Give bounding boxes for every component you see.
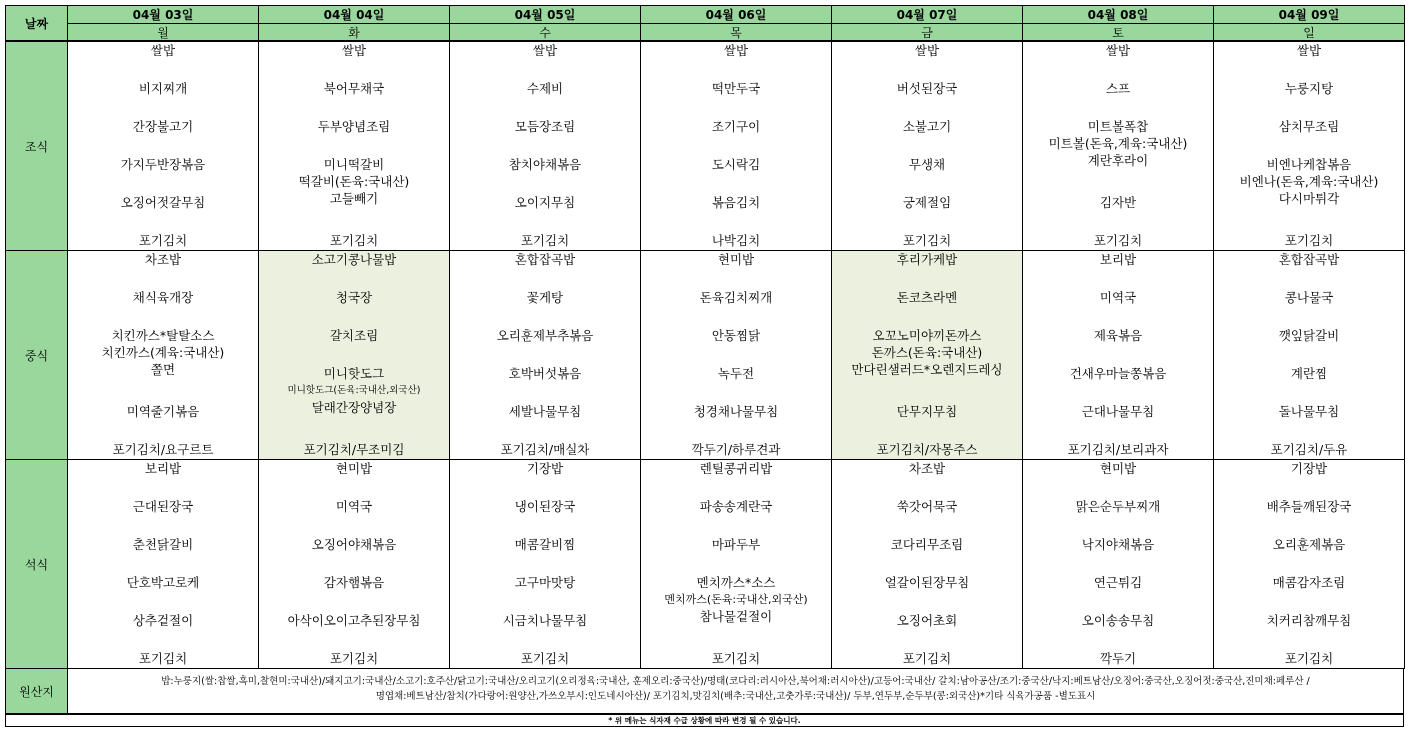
menu-item: 오꼬노미야끼돈까스 [872, 328, 982, 343]
menu-item: 깍두기/하루견과 [691, 442, 781, 457]
rice-item: 혼합잡곡밥 [1278, 252, 1340, 267]
menu-item: 가지두반장볶음 [120, 157, 206, 172]
menu-cell [1213, 41, 1405, 251]
menu-cell [640, 41, 832, 251]
day-weekday-header: 토 [1022, 23, 1214, 41]
menu-cell [67, 459, 259, 669]
menu-item: 미역국 [335, 499, 373, 514]
menu-cell [1213, 459, 1405, 669]
meal-label: 조식 [5, 41, 68, 251]
menu-item: 수제비 [526, 81, 564, 96]
rice-item: 보리밥 [1099, 252, 1137, 267]
menu-cell [1022, 459, 1214, 669]
menu-item: 오리훈제부추볶음 [496, 328, 594, 343]
menu-item: 오이지무침 [514, 195, 576, 210]
rice-item: 현미밥 [1099, 461, 1137, 476]
menu-item: 미니핫도그 [323, 366, 385, 381]
menu-item: 도시락김 [711, 157, 761, 172]
origin-info [67, 668, 1404, 714]
menu-item: 미트볼폭찹 [1087, 119, 1149, 134]
meal-label: 중식 [5, 250, 68, 460]
rice-item: 쌀밥 [532, 43, 558, 58]
rice-item: 현미밥 [717, 252, 755, 267]
menu-item: 얼갈이된장무침 [884, 575, 970, 590]
menu-item: 청국장 [335, 290, 373, 305]
menu-cell [67, 250, 259, 460]
menu-cell [449, 459, 641, 669]
day-date-header: 04월 09일 [1213, 5, 1405, 24]
menu-item: 감자햄볶음 [323, 575, 385, 590]
rice-item: 기장밥 [1290, 461, 1328, 476]
menu-item: 북어무채국 [323, 81, 385, 96]
menu-item: 시금치나물무침 [502, 613, 588, 628]
day-weekday-header: 금 [831, 23, 1023, 41]
menu-item: 멘치까스*소스 [696, 575, 776, 590]
menu-item: 포기김치 [138, 233, 188, 248]
rice-item: 보리밥 [144, 461, 182, 476]
menu-item: 포기김치/무조미김 [303, 442, 405, 457]
rice-item: 차조밥 [908, 461, 946, 476]
day-weekday-header: 수 [449, 23, 641, 41]
menu-cell [258, 459, 450, 669]
menu-item: 배추들깨된장국 [1266, 499, 1352, 514]
day-date-header: 04월 05일 [449, 5, 641, 24]
menu-item: 떡만두국 [711, 81, 761, 96]
menu-item: 포기김치 [329, 233, 379, 248]
menu-item: 오징어야채볶음 [311, 537, 397, 552]
menu-item: 녹두전 [717, 366, 755, 381]
menu-item: 상추겉절이 [132, 613, 194, 628]
day-date-header: 04월 07일 [831, 5, 1023, 24]
menu-item: 오징어젓갈무침 [120, 195, 206, 210]
menu-item: 미역줄기볶음 [126, 404, 200, 419]
menu-item: 마파두부 [711, 537, 761, 552]
menu-item: 미트볼(돈육,계육:국내산) [1048, 136, 1188, 151]
menu-item: 고구마맛탕 [514, 575, 576, 590]
menu-item: 콩나물국 [1284, 290, 1334, 305]
menu-cell [258, 250, 450, 460]
rice-item: 쌀밥 [341, 43, 367, 58]
menu-cell [449, 41, 641, 251]
menu-item: 깻잎닭갈비 [1278, 328, 1340, 343]
day-weekday-header: 일 [1213, 23, 1405, 41]
rice-item: 렌틸콩귀리밥 [699, 461, 773, 476]
menu-item: 매콤갈비찜 [514, 537, 576, 552]
rice-item: 기장밥 [526, 461, 564, 476]
menu-item: 미역국 [1099, 290, 1137, 305]
menu-cell [449, 250, 641, 460]
menu-item: 포기김치 [1284, 651, 1334, 666]
day-weekday-header: 목 [640, 23, 832, 41]
menu-item: 치킨까스(계육:국내산) [101, 345, 225, 360]
menu-cell [1022, 41, 1214, 251]
day-date-header: 04월 08일 [1022, 5, 1214, 24]
menu-item: 비지찌개 [138, 81, 188, 96]
rice-item: 쌀밥 [1296, 43, 1322, 58]
menu-item: 근대된장국 [132, 499, 194, 514]
menu-item: 포기김치/자몽주스 [876, 442, 978, 457]
menu-item: 포기김치 [1284, 233, 1334, 248]
day-date-header: 04월 04일 [258, 5, 450, 24]
day-weekday-header: 화 [258, 23, 450, 41]
menu-item: 포기김치 [329, 651, 379, 666]
menu-item: 계란후라이 [1087, 153, 1149, 168]
menu-item: 아삭이오이고추된장무침 [287, 613, 421, 628]
menu-item: 채식육개장 [132, 290, 194, 305]
menu-item: 냉이된장국 [514, 499, 576, 514]
rice-item: 혼합잡곡밥 [514, 252, 576, 267]
menu-item: 세발나물무침 [508, 404, 582, 419]
menu-item: 낙지야채볶음 [1081, 537, 1155, 552]
menu-item: 만다린샐러드*오렌지드레싱 [851, 362, 1003, 377]
date-header-label: 날짜 [5, 5, 68, 41]
menu-item: 포기김치/두유 [1270, 442, 1348, 457]
menu-item: 코다리무조림 [890, 537, 964, 552]
menu-item: 참치야채볶음 [508, 157, 582, 172]
menu-item: 오징어초회 [896, 613, 958, 628]
menu-item: 비엔나(돈육,계육:국내산) [1239, 174, 1379, 189]
menu-item: 버섯된장국 [896, 81, 958, 96]
menu-cell [640, 250, 832, 460]
menu-item: 오리훈제볶음 [1272, 537, 1346, 552]
menu-item: 누룽지탕 [1284, 81, 1334, 96]
menu-item: 맑은순두부찌개 [1075, 499, 1161, 514]
menu-item: 건새우마늘쫑볶음 [1069, 366, 1167, 381]
day-date-header: 04월 06일 [640, 5, 832, 24]
menu-item: 고들빼기 [329, 191, 379, 206]
menu-item: 나박김치 [711, 233, 761, 248]
menu-item: 삼치무조림 [1278, 119, 1340, 134]
menu-item: 돌나물무침 [1278, 404, 1340, 419]
rice-item: 쌀밥 [150, 43, 176, 58]
rice-item: 쌀밥 [723, 43, 749, 58]
origin-label: 원산지 [5, 668, 68, 714]
menu-item: 달래간장양념장 [311, 400, 397, 415]
menu-item: 김자반 [1099, 195, 1137, 210]
menu-item: 춘천닭갈비 [132, 537, 194, 552]
menu-item: 오이송송무침 [1081, 613, 1155, 628]
menu-item: 조기구이 [711, 119, 761, 134]
rice-item: 쌀밥 [1105, 43, 1131, 58]
day-weekday-header: 월 [67, 23, 259, 41]
rice-item: 쌀밥 [914, 43, 940, 58]
menu-item: 포기김치 [902, 651, 952, 666]
menu-item: 간장불고기 [132, 119, 194, 134]
menu-item: 참나물겉절이 [699, 609, 773, 624]
menu-item: 포기김치 [520, 233, 570, 248]
menu-item: 미니떡갈비 [323, 157, 385, 172]
menu-item: 모듬장조림 [514, 119, 576, 134]
menu-item: 쑥갓어묵국 [896, 499, 958, 514]
menu-item: 멘치까스(돈육:국내산,외국산) [664, 593, 808, 606]
menu-item: 돈까스(돈육:국내산) [871, 345, 983, 360]
menu-item: 미니핫도그(돈육:국내산,외국산) [287, 385, 421, 396]
menu-item: 파송송계란국 [699, 499, 773, 514]
menu-item: 비엔나케찹볶음 [1266, 157, 1352, 172]
menu-cell [67, 41, 259, 251]
menu-item: 궁제절임 [902, 195, 952, 210]
menu-item: 포기김치/매실차 [500, 442, 590, 457]
menu-cell [258, 41, 450, 251]
menu-cell [831, 459, 1023, 669]
menu-item: 쫄면 [150, 362, 176, 377]
menu-cell [1022, 250, 1214, 460]
origin-line-2: 명엽채:베트남산/참치(가다랑어:원양산,가쓰오부시:인도네시아산)/ 포기김치,맛김치(배추:국내산,고춧가루:국내산)/ 두부,연두부,순두부(콩:외국산)*기타 식육가공품 -별도표시 [375, 691, 1096, 702]
menu-item: 무생채 [908, 157, 946, 172]
menu-item: 청경채나물무침 [693, 404, 779, 419]
menu-item: 두부양념조림 [317, 119, 391, 134]
menu-cell [831, 250, 1023, 460]
menu-item: 치커리참깨무침 [1266, 613, 1352, 628]
menu-item: 포기김치 [520, 651, 570, 666]
menu-item: 다시마튀각 [1278, 191, 1340, 206]
menu-item: 근대나물무침 [1081, 404, 1155, 419]
menu-item: 꽃게탕 [526, 290, 564, 305]
menu-item: 포기김치/요구르트 [112, 442, 214, 457]
footnote: * 위 메뉴는 식자재 수급 상황에 따라 변경 될 수 있습니다. [5, 714, 1404, 727]
menu-item: 돈육김치찌개 [699, 290, 773, 305]
menu-item: 스프 [1105, 81, 1131, 96]
menu-item: 제육볶음 [1093, 328, 1143, 343]
origin-line-1: 밥:누룽지(쌀:찹쌀,흑미,찰현미:국내산)/돼지고기:국내산/소고기:호주산/닭고기:국내산/오리고기(오리정육:국내산, 훈제오리:중국산)/명태(코다리:러시아산,북어채:러시아산)/고등어:국내산/ 갈치:남아공산/조기:중국산/낙지:베트남산/오징어:중국산,오징어젓:중국산,진미채:페루산 / [161, 676, 1310, 687]
menu-item: 갈치조림 [329, 328, 379, 343]
menu-item: 깍두기 [1099, 651, 1137, 666]
menu-item: 안동찜닭 [711, 328, 761, 343]
menu-item: 볶음김치 [711, 195, 761, 210]
menu-item: 단무지무침 [896, 404, 958, 419]
menu-item: 치킨까스*탈탈소스 [111, 328, 215, 343]
menu-cell [1213, 250, 1405, 460]
meal-label: 석식 [5, 459, 68, 669]
menu-item: 계란찜 [1290, 366, 1328, 381]
menu-cell [831, 41, 1023, 251]
menu-item: 포기김치 [711, 651, 761, 666]
rice-item: 소고기콩나물밥 [311, 252, 397, 267]
menu-item: 포기김치 [902, 233, 952, 248]
menu-item: 포기김치 [1093, 233, 1143, 248]
menu-item: 연근튀김 [1093, 575, 1143, 590]
menu-item: 단호박고로케 [126, 575, 200, 590]
menu-item: 호박버섯볶음 [508, 366, 582, 381]
day-date-header: 04월 03일 [67, 5, 259, 24]
menu-cell [640, 459, 832, 669]
menu-item: 포기김치/보리과자 [1067, 442, 1169, 457]
rice-item: 현미밥 [335, 461, 373, 476]
menu-item: 돈코츠라멘 [896, 290, 958, 305]
rice-item: 차조밥 [144, 252, 182, 267]
menu-item: 소불고기 [902, 119, 952, 134]
rice-item: 후리가케밥 [896, 252, 958, 267]
menu-item: 떡갈비(돈육:국내산) [298, 174, 410, 189]
menu-item: 포기김치 [138, 651, 188, 666]
menu-item: 매콤감자조림 [1272, 575, 1346, 590]
